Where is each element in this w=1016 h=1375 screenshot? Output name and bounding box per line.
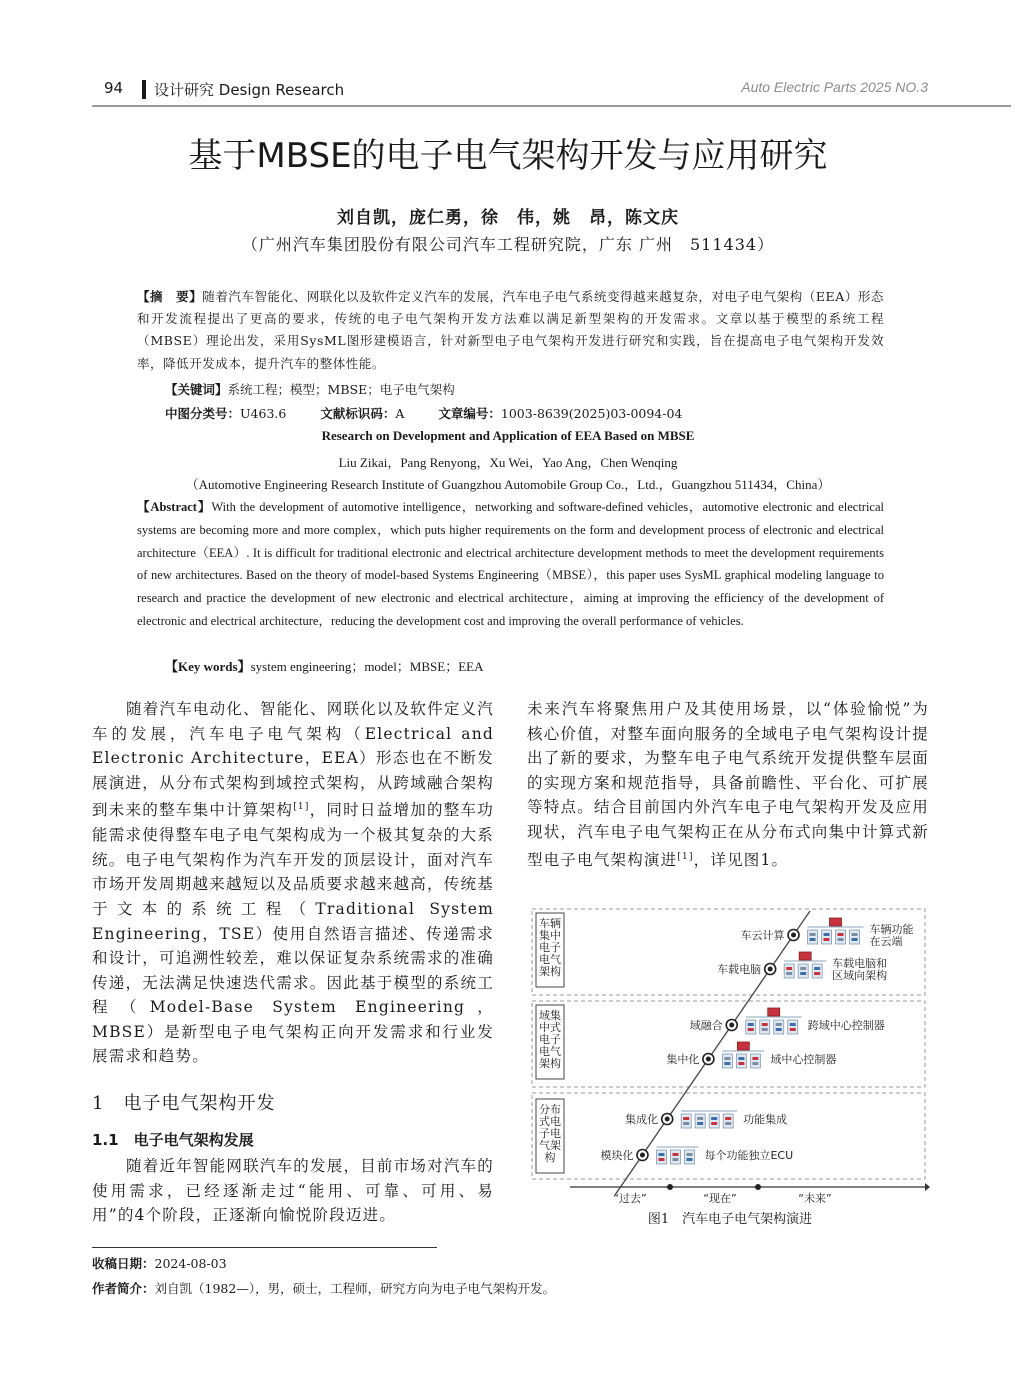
section-heading: 1 电子电气架构开发	[92, 1093, 276, 1114]
group-band-distributed	[532, 1093, 925, 1179]
abstract-zh	[137, 286, 884, 375]
keywords-zh-text: 系统工程；模型；MBSE；电子电气架构	[227, 382, 455, 397]
intro-right-text-2: ，详见图1。	[693, 850, 789, 869]
abstract-zh-text: 随着汽车智能化、网联化以及软件定义汽车的发展，汽车电子电气系统变得越来越复杂，对电子电气架构（EEA）形态和开发流程提出了更高的要求，传统的电子电气架构开发方法难以满足新型架构的开发需求。文章以基于模型的系统工程（MBSE）理论出发，采用SysML图形建模语言，针对新型电子电气架构开发进行研究和实践，旨在提高电子电气架构开发效率，降低开发成本，提升汽车的整体性能。	[137, 289, 884, 371]
article-no-value: 1003-8639(2025)03-0094-04	[500, 406, 683, 421]
english-affiliation: （Automotive Engineering Research Institute of Guangzhou Automobile Group Co.，Ltd.，Guangzhou 511434，China）	[185, 477, 831, 492]
ecu-cluster-icon	[681, 1111, 737, 1128]
stage-label: 模块化	[600, 1149, 634, 1162]
abstract-zh-label: 【摘 要】	[137, 289, 203, 304]
intro-right-text: 未来汽车将聚焦用户及其使用场景，以“体验愉悦”为核心价值，对整车面向服务的全域电子电气架构设计提出了新的要求，为整车电子电气系统开发提供整车层面的实现方案和规范指导，具备前瞻性、平台化、可扩展等特点。结合目前国内外汽车电子电气架构开发及应用现状，汽车电子电气架构正在从分布式向集中计算式新型电子电气架构演进	[527, 700, 929, 869]
clc-value: U463.6	[240, 406, 287, 421]
stage-label: 集成化	[625, 1113, 659, 1126]
affiliation: （广州汽车集团股份有限公司汽车工程研究院，广东 广州 511434）	[241, 235, 775, 254]
ecu-cluster-icon	[656, 1147, 698, 1164]
stage-label: 车云计算	[740, 929, 785, 942]
section-paragraph	[92, 1154, 494, 1228]
keywords-zh-label: 【关键词】	[165, 382, 228, 397]
abstract-en	[137, 496, 884, 633]
footnote-rule	[92, 1247, 437, 1248]
reference-marker: [1]	[293, 802, 310, 813]
paper-title: 基于MBSE的电子电气架构开发与应用研究	[188, 136, 828, 176]
received-label: 收稿日期：	[92, 1256, 155, 1271]
header-rule	[92, 105, 1011, 107]
author-bio	[92, 1279, 555, 1297]
intro-paragraph-right	[527, 697, 929, 872]
doc-code-label: 文献标识码：	[320, 406, 396, 421]
author-list: 刘自凯，庞仁勇，徐 伟，姚 昂，陈文庆	[337, 208, 679, 228]
reference-marker: [1]	[677, 851, 694, 862]
figure-eea-evolution	[530, 905, 930, 1205]
timeline-label: “过去”	[613, 1192, 647, 1205]
intro-paragraph-left	[92, 697, 494, 1069]
figure-caption: 图1 汽车电子电气架构演进	[647, 1212, 813, 1227]
stage-node-center	[768, 967, 773, 972]
ecu-cluster-icon	[746, 1008, 802, 1034]
clc-label: 中图分类号：	[165, 406, 241, 421]
english-title: Research on Development and Application of EEA Based on MBSE	[321, 428, 695, 443]
group-band-vehicle	[532, 909, 925, 995]
keywords-en-label: 【Key words】	[165, 659, 251, 674]
section-paragraph-text: 随着近年智能网联汽车的发展，目前市场对汽车的使用需求，已经逐渐走过“能用、可靠、可用、易用”的4个阶段，正逐渐向愉悦阶段迈进。	[92, 1157, 494, 1225]
stage-description: 每个功能独立ECU	[704, 1149, 794, 1162]
stage-description: 跨域中心控制器	[807, 1019, 885, 1032]
keywords-en	[165, 656, 483, 675]
keywords-zh	[165, 380, 455, 398]
abstract-en-label: 【Abstract】	[137, 500, 212, 514]
timeline-label: “现在”	[703, 1192, 737, 1205]
article-no-label: 文章编号：	[438, 406, 501, 421]
keywords-en-text: system engineering；model；MBSE；EEA	[250, 659, 484, 674]
english-authors: Liu Zikai，Pang Renyong，Xu Wei，Yao Ang，Chen Wenqing	[338, 455, 678, 470]
stage-description: 车载电脑和区域向架构	[832, 957, 888, 982]
column-name: 设计研究 Design Research	[154, 81, 345, 99]
author-bio-text: 刘自凯（1982—），男，硕士，工程师，研究方向为电子电气架构开发。	[154, 1281, 556, 1296]
intro-left-text-2: ，同时日益增加的整车功能需求使得整车电子电气架构成为一个极其复杂的大系统。电子电气架构作为汽车开发的顶层设计，面对汽车市场开发周期越来越短以及品质要求越来越高，传统基于文本的系统工程（Traditional System Engineering，TSE）使用自然语言描述、传递需求和设计，可追溯性较差，难以保证复杂系统需求的准确传递，无法满足快速迭代需求。因此基于模型的系统工程（Model-Base System Engineering，MBSE）是新型电子电气架构正向开发需求和行业发展需求和趋势。	[92, 801, 494, 1066]
group-label: 域集中式电子电气架构	[539, 1009, 561, 1070]
stage-label: 车载电脑	[717, 963, 762, 976]
timeline-arrow	[925, 1183, 930, 1191]
timeline-dot	[755, 1184, 761, 1190]
group-band-domain	[532, 1001, 925, 1087]
stage-node-center	[791, 933, 796, 938]
ecu-cluster-icon	[722, 1042, 764, 1068]
stage-label: 域融合	[689, 1019, 723, 1032]
subsection-heading: 1.1 电子电气架构发展	[92, 1131, 254, 1149]
stage-node-center	[665, 1117, 670, 1122]
header-divider	[142, 80, 146, 99]
stage-label: 集中化	[666, 1053, 700, 1066]
received-date	[92, 1254, 227, 1272]
group-label: 分布式电子电气架构	[539, 1103, 561, 1164]
author-bio-label: 作者简介：	[92, 1281, 155, 1296]
intro-left-text: 随着汽车电动化、智能化、网联化以及软件定义汽车的发展，汽车电子电气架构（Electrical and Electronic Architecture，EEA）形态也在不断发展演进，从分布式架构到域控式架构，从跨域融合架构到未来的整车集中计算架构	[92, 700, 494, 820]
ecu-cluster-icon	[808, 918, 864, 944]
group-label: 车辆集中电子电气架构	[539, 917, 561, 978]
doc-code-value: A	[395, 406, 405, 421]
classification-line	[165, 404, 682, 422]
timeline-dot	[667, 1184, 673, 1190]
stage-node-center	[640, 1153, 645, 1158]
stage-description: 车辆功能在云端	[869, 923, 914, 948]
abstract-en-text: With the development of automotive intelligence，networking and software-defined vehicles，automotive electronic and electrical systems are becoming more and more complex，which puts higher requirements on the form and development process of electronic and electrical architecture（EEA）. It is difficult for traditional electronic and electrical architecture development methods to meet the development requirements of new architectures. Based on the theory of model-based Systems Engineering（MBSE），this paper uses SysML graphical modeling language to research and practice the development of new electronic and electrical architecture，aiming at improving the efficiency of the development of electronic and electrical architecture，reducing the development cost and improving the overall performance of vehicles.	[137, 500, 884, 628]
timeline-label: “未来”	[798, 1192, 832, 1205]
stage-node-center	[729, 1023, 734, 1028]
page-number: 94	[104, 79, 124, 97]
received-value: 2024-08-03	[154, 1256, 227, 1271]
ecu-cluster-icon	[784, 952, 826, 978]
stage-description: 功能集成	[743, 1113, 788, 1126]
stage-description: 域中心控制器	[770, 1053, 837, 1066]
journal-name: Auto Electric Parts 2025 NO.3	[741, 79, 928, 95]
stage-node-center	[706, 1057, 711, 1062]
